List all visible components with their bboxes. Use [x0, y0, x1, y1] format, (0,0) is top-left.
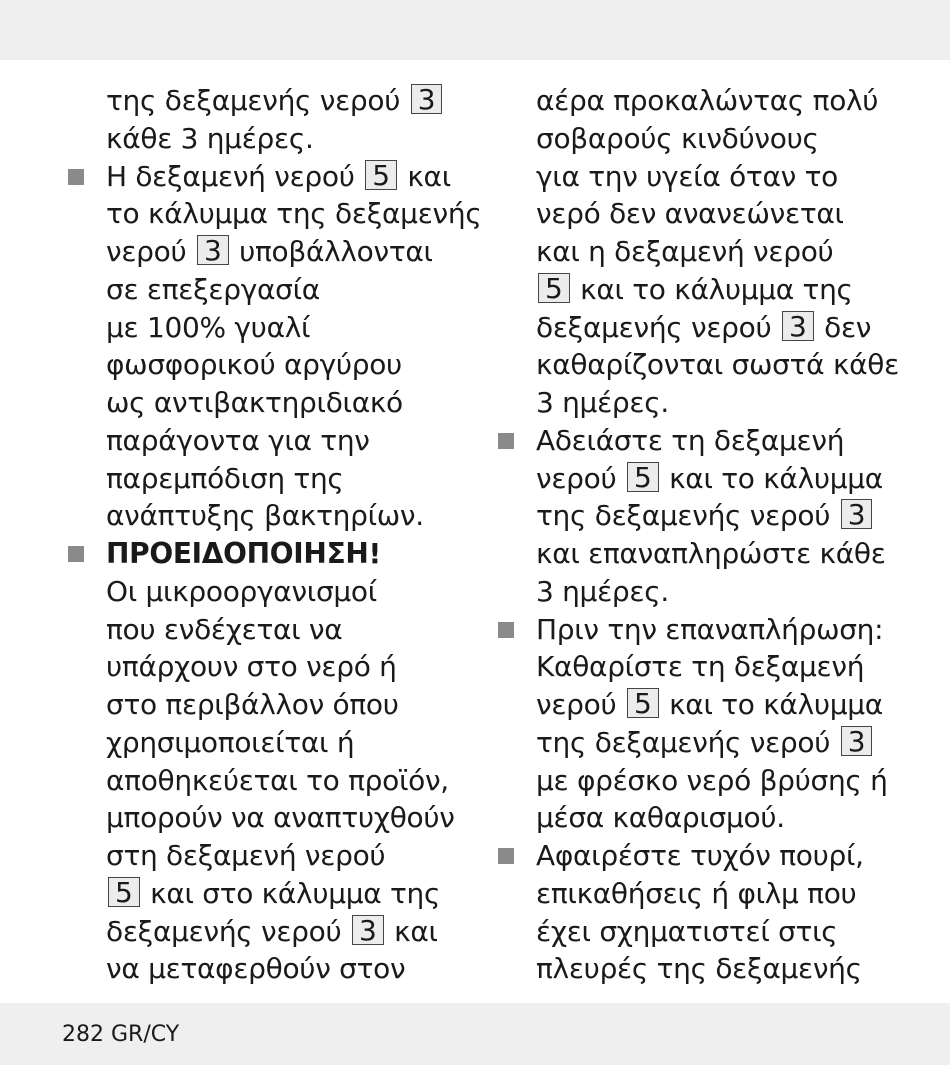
text-line — [536, 875, 936, 913]
text-segment: της δεξαμενής νερού — [536, 725, 839, 759]
text-segment: πλευρές της δεξαμενής — [536, 952, 862, 986]
text-line — [106, 120, 466, 158]
text-segment: Η δεξαμενή νερού — [106, 159, 364, 193]
text-segment: νερού — [106, 235, 195, 268]
text-line — [536, 384, 936, 422]
text-line — [106, 913, 466, 951]
text-segment: δεξαμενής νερού — [536, 310, 780, 344]
text-line — [536, 799, 936, 837]
text-line — [536, 82, 936, 120]
part-reference-number: 5 — [627, 462, 659, 492]
text-segment: αποθηκεύεται το προϊόν, — [106, 763, 449, 797]
locale-code: GR/CY — [111, 1022, 180, 1047]
text-line — [106, 837, 466, 875]
text-segment: μπορούν να αναπτυχθούν — [106, 801, 455, 835]
text-segment: στη δεξαμενή νερού — [106, 839, 386, 872]
part-reference-number: 3 — [782, 311, 814, 341]
text-line — [106, 82, 466, 120]
text-line — [106, 611, 466, 649]
square-bullet-icon — [498, 848, 514, 864]
text-line — [536, 913, 936, 951]
left-text-column — [106, 82, 482, 988]
text-segment: με φρέσκο νερό βρύσης ή — [536, 763, 888, 797]
text-line — [536, 686, 936, 724]
text-line — [106, 724, 466, 762]
text-segment: νερού — [536, 688, 625, 721]
text-line — [536, 460, 936, 498]
text-line — [106, 799, 466, 837]
text-line — [536, 497, 936, 535]
text-line — [106, 158, 466, 196]
text-line — [536, 233, 936, 271]
page-footer — [62, 1020, 179, 1050]
text-line — [106, 648, 466, 686]
text-line — [536, 346, 936, 384]
text-segment: και η δεξαμενή νερού — [536, 235, 834, 268]
text-segment: σε επεξεργασία — [106, 272, 320, 306]
text-line — [536, 648, 936, 686]
text-line — [106, 309, 466, 347]
part-reference-number: 3 — [411, 84, 443, 114]
text-segment: με 100% γυαλί — [106, 310, 311, 344]
part-reference-number: 5 — [108, 877, 140, 907]
part-reference-number: 5 — [627, 688, 659, 718]
part-reference-number: 3 — [352, 915, 384, 945]
text-segment: και — [398, 159, 451, 193]
text-line — [536, 309, 936, 347]
text-segment: και — [385, 914, 438, 948]
text-line — [536, 837, 936, 875]
text-segment: φωσφορικού αργύρου — [106, 348, 402, 382]
text-segment: να μεταφερθούν στον — [106, 952, 406, 986]
text-segment: αέρα προκαλώντας πολύ — [536, 84, 879, 117]
text-line — [106, 384, 466, 422]
part-reference-number: 3 — [841, 499, 873, 529]
text-line — [536, 950, 936, 988]
page-number: 282 — [62, 1022, 104, 1047]
text-segment: υποβάλλονται — [230, 235, 433, 268]
text-segment: και επαναπληρώστε κάθε — [536, 537, 886, 570]
text-line — [106, 762, 466, 800]
right-text-column — [536, 82, 936, 988]
text-segment: ως αντιβακτηριδιακό — [106, 386, 403, 419]
text-line — [106, 422, 466, 460]
text-segment: και το κάλυμμα — [660, 688, 883, 721]
text-segment: της δεξαμενής νερού — [536, 499, 839, 533]
text-segment: σοβαρούς κινδύνους — [536, 121, 819, 155]
text-line — [106, 460, 466, 498]
text-line — [106, 497, 466, 535]
text-segment: και το κάλυμμα της — [571, 272, 853, 306]
text-segment: το κάλυμμα της δεξαμενής — [106, 197, 482, 231]
text-segment: ΠΡΟΕΙΔΟΠΟΙΗΣΗ! — [106, 537, 381, 570]
part-reference-number: 5 — [538, 273, 570, 303]
text-line — [106, 271, 466, 309]
square-bullet-icon — [68, 546, 84, 562]
text-line — [106, 346, 466, 384]
text-segment: στο περιβάλλον όπου — [106, 688, 399, 721]
text-segment: χρησιμοποιείται ή — [106, 725, 355, 759]
text-segment: δεξαμενής νερού — [106, 914, 350, 948]
text-segment: 3 ημέρες. — [536, 386, 669, 419]
text-line — [106, 195, 482, 233]
square-bullet-icon — [498, 433, 514, 449]
text-segment: και το κάλυμμα — [660, 461, 883, 495]
text-line — [106, 875, 466, 913]
text-segment: της δεξαμενής νερού — [106, 84, 409, 117]
text-line — [536, 762, 936, 800]
text-line — [106, 233, 466, 271]
text-line — [536, 573, 936, 611]
text-line — [536, 611, 936, 649]
text-line — [536, 422, 936, 460]
text-line — [106, 686, 466, 724]
text-segment: νερού — [536, 461, 625, 495]
text-segment: παράγοντα για την — [106, 423, 370, 457]
text-segment: νερό δεν ανανεώνεται — [536, 197, 844, 231]
text-segment: μέσα καθαρισμού. — [536, 801, 785, 835]
text-segment: 3 ημέρες. — [536, 574, 669, 608]
text-segment: παρεμπόδιση της — [106, 461, 344, 495]
text-segment: καθαρίζονται σωστά κάθε — [536, 348, 899, 382]
text-segment: και στο κάλυμμα της — [141, 876, 441, 910]
text-segment: Αφαιρέστε τυχόν πουρί, — [536, 839, 864, 872]
square-bullet-icon — [498, 622, 514, 638]
text-segment: για την υγεία όταν το — [536, 159, 838, 193]
text-line — [106, 950, 466, 988]
text-line — [536, 724, 936, 762]
square-bullet-icon — [68, 169, 84, 185]
text-line — [106, 573, 466, 611]
warning-heading — [106, 535, 466, 573]
text-segment: Οι μικροοργανισμοί — [106, 574, 377, 608]
text-segment: Πριν την επαναπλήρωση: — [536, 612, 884, 646]
text-line — [536, 535, 936, 573]
text-segment: επικαθήσεις ή φιλμ που — [536, 876, 857, 910]
text-segment: υπάρχουν στο νερό ή — [106, 650, 397, 684]
text-segment: ανάπτυξης βακτηρίων. — [106, 499, 424, 533]
text-line — [536, 271, 936, 309]
text-segment: κάθε 3 ημέρες. — [106, 121, 314, 155]
text-segment: Καθαρίστε τη δεξαμενή — [536, 650, 865, 684]
part-reference-number: 5 — [365, 160, 397, 190]
text-segment: Αδειάστε τη δεξαμενή — [536, 423, 845, 457]
text-line — [536, 120, 936, 158]
text-segment: που ενδέχεται να — [106, 612, 343, 646]
text-segment: δεν — [815, 310, 872, 344]
text-line — [536, 195, 936, 233]
part-reference-number: 3 — [197, 235, 229, 265]
text-segment: έχει σχηματιστεί στις — [536, 914, 838, 948]
part-reference-number: 3 — [841, 726, 873, 756]
page-header-band — [0, 0, 950, 60]
text-line — [536, 158, 936, 196]
